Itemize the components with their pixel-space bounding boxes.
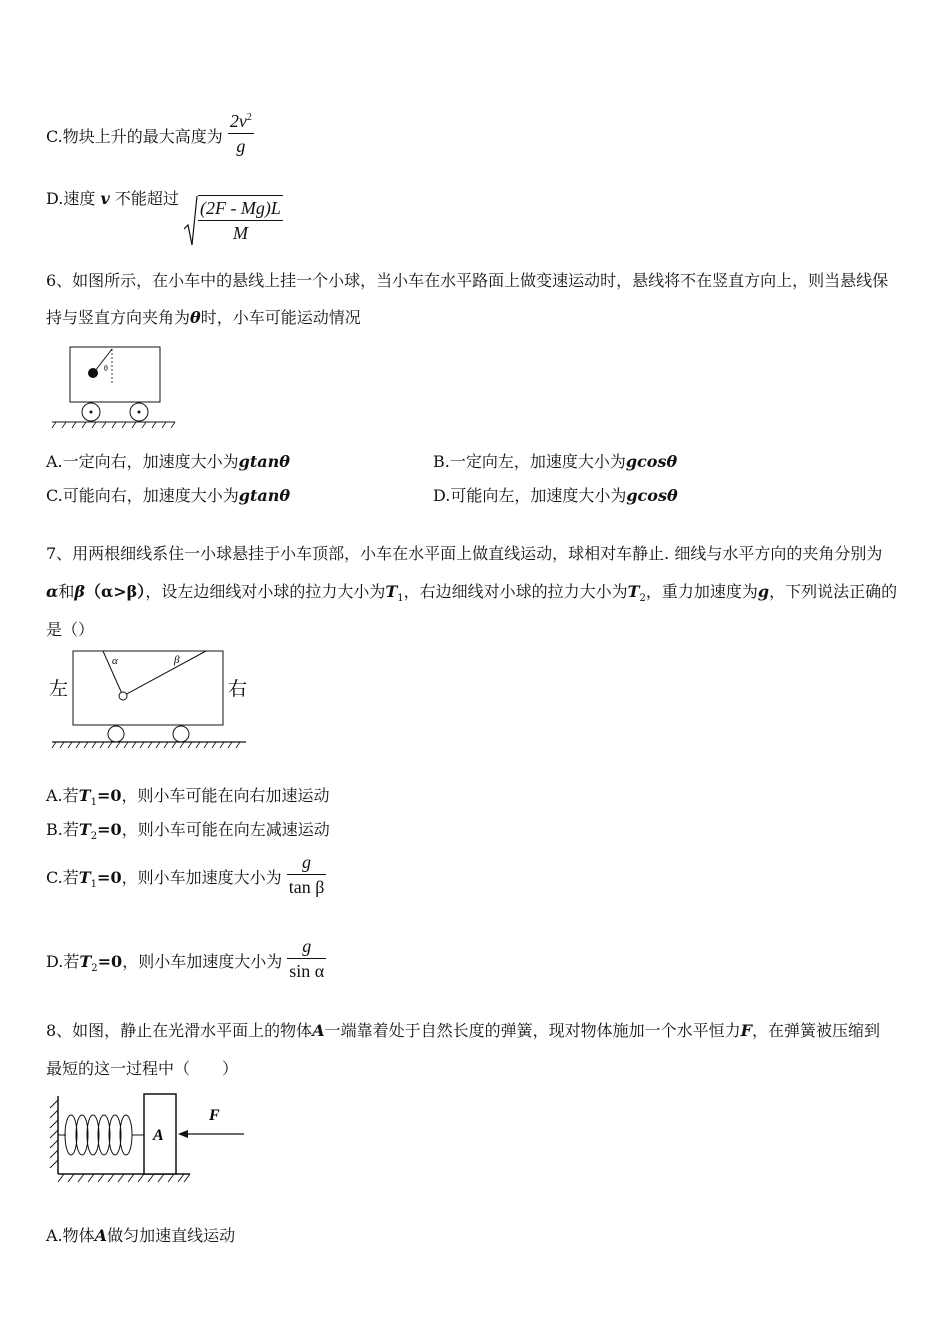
- q6-option-a-text: A.一定向右，加速度大小为: [46, 452, 239, 471]
- fraction-numerator: g: [287, 850, 327, 875]
- q8-option-a-label: A.物体: [46, 1226, 95, 1245]
- q6-stem-text-post: 时，小车可能运动情况: [200, 308, 361, 327]
- q7-option-d: [46, 934, 326, 983]
- q8-stem-line2: 最短的这一过程中（ ）: [46, 1059, 239, 1078]
- q6-option-c-text: C.可能向右，加速度大小为: [46, 486, 239, 505]
- subscript: 2: [91, 963, 98, 975]
- q7-cart-figure: [46, 648, 250, 752]
- sqrt-numerator: (2F - Mg)L: [198, 196, 283, 221]
- q5-option-d-text-post: 不能超过: [114, 189, 179, 208]
- q7-option-d-label: D.若: [46, 952, 80, 971]
- q6-option-a: [46, 449, 290, 472]
- q7-stem-line1: 7、用两根细线系住一小球悬挂于小车顶部，小车在水平面上做直线运动，球相对车静止. 细线与水平方向的夹角分别为: [46, 544, 883, 563]
- subscript: 2: [90, 831, 98, 843]
- q5-option-c: [46, 106, 254, 158]
- equals-zero: =0: [97, 820, 122, 839]
- equals-zero: =0: [97, 868, 122, 887]
- subscript: 1: [90, 879, 98, 891]
- tension-t2: T: [627, 582, 640, 601]
- q7-option-a-text: ，则小车可能在向右加速运动: [121, 786, 330, 805]
- block-a-label: A: [153, 1127, 164, 1144]
- fraction-numerator: g: [287, 934, 326, 959]
- q6-stem-line2: [46, 305, 361, 328]
- wheel: [108, 726, 124, 742]
- tension-symbol: T: [78, 786, 91, 805]
- q7-stem-text: ，重力加速度为: [645, 582, 758, 601]
- q5-option-d: [46, 186, 283, 245]
- q8-option-a-text: 做匀加速直线运动: [107, 1226, 236, 1245]
- q6-option-b: [433, 449, 677, 472]
- gravity-g: g: [757, 582, 770, 601]
- subscript: 1: [90, 797, 97, 809]
- fraction-denominator: sin α: [289, 961, 325, 981]
- q7-option-a-label: A.若: [46, 786, 79, 805]
- q7-option-d-fraction: [287, 934, 326, 983]
- q8-stem-text: 一端靠着处于自然长度的弹簧，现对物体施加一个水平恒力: [324, 1021, 741, 1040]
- angle-label-alpha: α: [112, 655, 118, 667]
- alpha-symbol: α: [46, 582, 59, 601]
- variable-v: v: [100, 189, 110, 208]
- fraction-numerator: 2v: [229, 111, 247, 131]
- spring-icon: [58, 1115, 144, 1155]
- q6-option-a-expr: gtanθ: [238, 452, 290, 471]
- q5-option-d-label: D.: [46, 189, 64, 208]
- label-right: 右: [228, 678, 248, 700]
- q6-option-d-expr: gcosθ: [626, 486, 678, 505]
- q8-spring-figure: [44, 1090, 250, 1186]
- q6-stem-text: 持与竖直方向夹角为: [46, 308, 191, 327]
- q7-option-a: [46, 783, 330, 808]
- q6-cart-figure: [50, 344, 180, 430]
- wheel: [173, 726, 189, 742]
- equals-zero: =0: [97, 952, 123, 971]
- fraction-denominator: tan β: [288, 877, 325, 897]
- theta-symbol: θ: [190, 308, 201, 327]
- q6-option-b-expr: gcosθ: [625, 452, 678, 471]
- q8-stem-text: 8、如图，静止在光滑水平面上的物体: [46, 1021, 313, 1040]
- q8-option-a: [46, 1223, 235, 1246]
- fraction-denominator: g: [236, 136, 246, 156]
- sqrt-denominator: M: [232, 222, 248, 243]
- label-left: 左: [49, 678, 69, 700]
- q5-option-c-label: C.: [46, 127, 63, 146]
- q6-option-b-text: B.一定向左，加速度大小为: [433, 452, 626, 471]
- q7-option-c-fraction: [287, 850, 327, 899]
- equals-zero: =0: [96, 786, 122, 805]
- object-a-symbol: A: [312, 1021, 325, 1040]
- object-a-symbol: A: [94, 1226, 108, 1245]
- q7-option-c-text: ，则小车加速度大小为: [121, 868, 282, 887]
- q7-stem-text: ，右边细线对小球的拉力大小为: [403, 582, 628, 601]
- ball: [88, 368, 98, 378]
- arrow-left-icon: [178, 1130, 188, 1138]
- q7-stem-line3: 是（）: [46, 620, 95, 639]
- q6-option-d: [433, 483, 678, 506]
- q6-stem-line1: 6、如图所示，在小车中的悬线上挂一个小球，当小车在水平路面上做变速运动时，悬线将不在竖直方向上，则当悬线保: [46, 271, 889, 290]
- angle-label-theta: θ: [104, 364, 108, 373]
- q5-option-c-text: 物块上升的最大高度为: [62, 127, 223, 146]
- q7-stem-line2: α和β（α>β），设左边细线对小球的拉力大小为$T_1$，右边细线对小球的拉力大小为$T_2$，重力加速度为g，下列说法正确的: [46, 582, 898, 605]
- q7-option-b-text: ，则小车可能在向左减速运动: [121, 820, 330, 839]
- q5-option-c-fraction: [228, 106, 254, 158]
- angle-label-beta: β: [174, 654, 180, 666]
- q7-option-b: [46, 817, 330, 842]
- tension-symbol: T: [78, 820, 91, 839]
- tension-t1: T: [385, 582, 398, 601]
- q8-stem-text: ，在弹簧被压缩到: [751, 1021, 880, 1040]
- q7-option-b-label: B.若: [46, 820, 79, 839]
- ball: [119, 692, 127, 700]
- q7-option-c-label: C.若: [46, 868, 79, 887]
- q6-option-d-text: D.可能向左，加速度大小为: [433, 486, 627, 505]
- force-label: F: [209, 1107, 220, 1124]
- q8-stem-line1: [46, 1018, 880, 1041]
- beta-symbol: β: [74, 582, 85, 601]
- q5-option-d-text: 速度: [63, 189, 96, 208]
- q7-stem-condition: （α>β）: [84, 582, 146, 601]
- q7-stem-text: ，设左边细线对小球的拉力大小为: [145, 582, 386, 601]
- q6-option-c-expr: gtanθ: [238, 486, 291, 505]
- q7-stem-and: 和: [58, 582, 75, 601]
- q7-option-d-text: ，则小车加速度大小为: [122, 952, 283, 971]
- tension-symbol: T: [79, 952, 92, 971]
- q5-option-d-sqrt: [184, 195, 283, 245]
- tension-symbol: T: [78, 868, 91, 887]
- q7-stem-text: ，下列说法正确的: [769, 582, 898, 601]
- exponent: 2: [246, 112, 252, 123]
- q7-option-c: [46, 850, 326, 899]
- force-f-symbol: F: [740, 1021, 752, 1040]
- radical-sign-icon: [184, 195, 198, 247]
- q6-option-c: [46, 483, 290, 506]
